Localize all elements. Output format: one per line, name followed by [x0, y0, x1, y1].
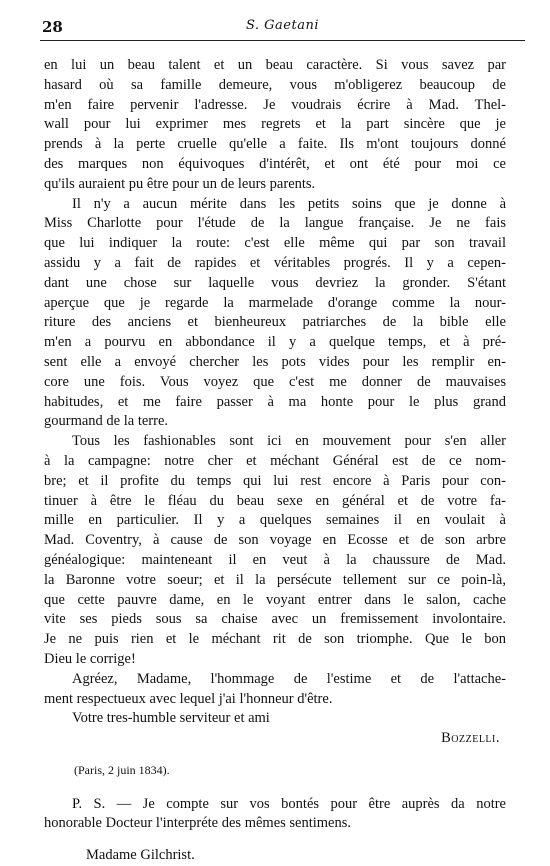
- page-header: [40, 16, 525, 41]
- text-line: hasard où sa famille demeure, vous m'obligerez beaucoup de: [44, 76, 506, 93]
- letter-body: [44, 56, 506, 866]
- text-line: ment respectueux avec lequel j'ai l'honneur d'être.: [44, 690, 333, 707]
- text-line: que lui indiquer la route: c'est elle même qui par son travail: [44, 235, 506, 252]
- text-line: mille en particulier. Il y a quelques semaines il en voulait à: [44, 512, 506, 529]
- text-line: assidu y a fait de rapides et véritables progrés. Il y a cepen-: [44, 254, 506, 271]
- running-head: S. Gaetani: [245, 18, 320, 33]
- text-line: aperçue que je regarde la marmelade d'orange comme la nour-: [44, 294, 506, 311]
- text-line: prends à la perte cruelle qu'elle a faite. Ils m'ont toujours donné: [44, 136, 506, 153]
- text-line: Je ne puis rien et le méchant rit de son triomphe. Que le bon: [44, 631, 506, 648]
- text-line: bre; et il profite du temps qui lui rest encore à Paris pour con-: [44, 472, 506, 489]
- text-line: core une fois. Vous voyez que c'est me donner de mauvaises: [44, 373, 506, 390]
- text-line: P. S. — Je compte sur vos bontés pour être auprès da notre: [72, 795, 506, 812]
- text-line: riture des anciens et bienheureux patriarches de la bible elle: [44, 314, 506, 331]
- text-line: la Baronne votre soeur; et il la persécute tellement sur ce poin-là,: [44, 571, 506, 588]
- text-line: Tous les fashionables sont ici en mouvement pour s'en aller: [72, 433, 506, 450]
- text-line: gourmand de la terre.: [44, 413, 169, 430]
- text-line: vite ses pieds sous sa chaise avec un fremissement involontaire.: [44, 611, 506, 628]
- text-line: wall pour lui exprimer mes regrets et la part sincère que je: [44, 116, 506, 133]
- postscript: [44, 795, 506, 835]
- text-line: m'en faire pervenir l'adresse. Je voudrais écrire à Mad. Thel-: [44, 96, 506, 113]
- text-line: dant une chose sur laquelle vous devriez la gronder. S'étant: [44, 274, 506, 291]
- text-line: honorable Docteur l'interpréte des mêmes sentimens.: [44, 815, 352, 832]
- page-number: 28: [42, 18, 63, 36]
- text-line: Miss Charlotte pour l'étude de la langue française. Je ne fais: [44, 215, 506, 232]
- closing-line: Votre tres-humble serviteur et ami: [72, 710, 270, 727]
- text-line: Dieu le corrige!: [44, 650, 136, 667]
- paragraph-4: [44, 670, 506, 710]
- text-line: que cette pauvre dame, en le voyant entrer dans le salon, cache: [44, 591, 506, 608]
- signature: Bozzelli.: [441, 730, 500, 747]
- text-line: généalogique: mainteneant il en veut à la chaussure de Mad.: [44, 551, 506, 568]
- text-line: habitudes, et me faire passer à ma honte pour le plus grand: [44, 393, 506, 410]
- text-line: m'en a pourvu en abbondance il y a quelque temps, et à pré-: [44, 334, 506, 351]
- paragraph-2: [44, 195, 506, 433]
- paragraph-1: [44, 56, 506, 195]
- text-line: sent elle a envoyé chercher les pots vides pour les remplir en-: [44, 353, 506, 370]
- text-line: en lui un beau talent et un beau caractère. Si vous savez par: [44, 57, 506, 73]
- addressee: Madame Gilchrist.: [86, 847, 195, 864]
- text-line: à la campagne: notre cher et méchant Général est de ce nom-: [44, 452, 506, 469]
- text-line: qu'ils auraient pu être pour un de leurs parents.: [44, 175, 316, 192]
- text-line: des marques non équivoques d'intérêt, et ont été pour moi ce: [44, 155, 506, 172]
- dateline: (Paris, 2 juin 1834).: [74, 762, 170, 777]
- text-line: Mad. Coventry, à cause de son voyage en Ecosse et de son arbre: [44, 532, 506, 549]
- text-line: tinuer à être le fléau du beau sexe en général et de votre fa-: [44, 492, 506, 509]
- text-line: Agréez, Madame, l'hommage de l'estime et de l'attache-: [72, 670, 506, 687]
- paragraph-3: [44, 432, 506, 670]
- text-line: Il n'y a aucun mérite dans les petits soins que je donne à: [72, 195, 506, 212]
